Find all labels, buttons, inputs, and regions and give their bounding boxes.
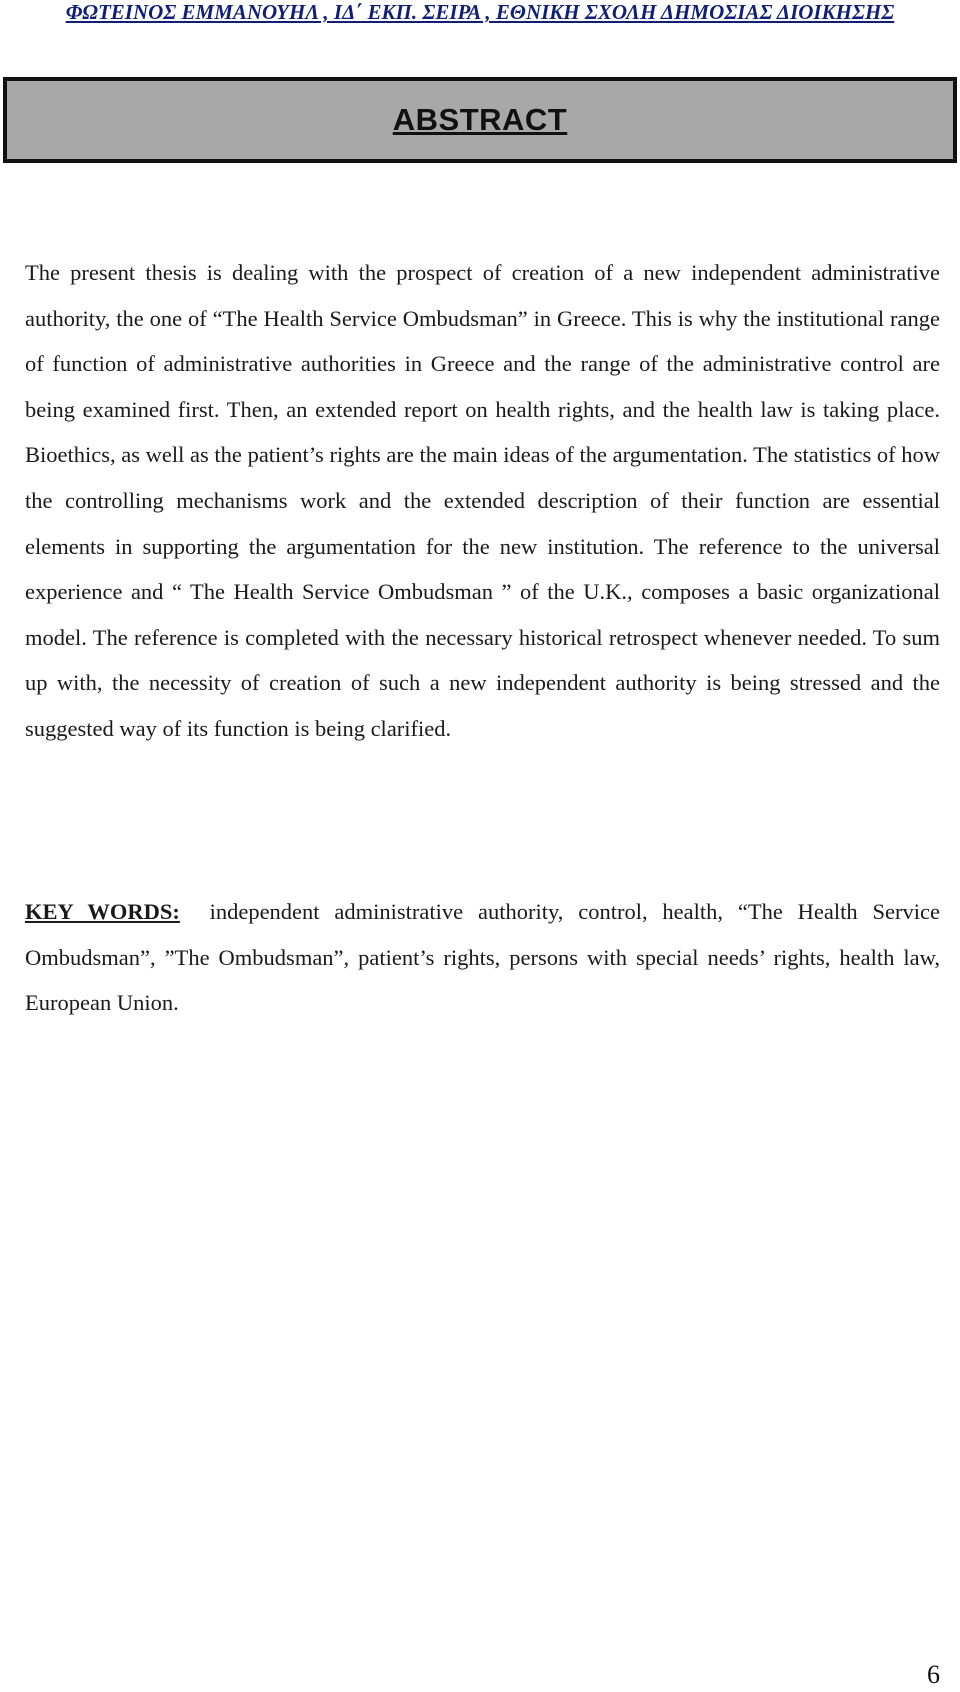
keywords-label: KEY WORDS: <box>25 899 180 924</box>
abstract-paragraph: The present thesis is dealing with the prospect of creation of a new independent administrative authority, the one of “The Health Service Ombudsman” in Greece. This is why the institutional range of function of administrative authorities in Greece and the range of the administrative control are being examined first. Then, an extended report on health rights, and the health law is taking place. Bioethics, as well as the patient’s rights are the main ideas of the argumentation. The statistics of how the controlling mechanisms work and the extended description of their function are essential elements in supporting the argumentation for the new institution. The reference to the universal experience and “ The Health Service Ombudsman ” of the U.K., composes a basic organizational model. The reference is completed with the necessary historical retrospect whenever needed. To sum up with, the necessity of creation of such a new independent authority is being stressed and the suggested way of its function is being clarified. <box>25 260 940 741</box>
keywords-text: independent administrative authority, control, health, “The Health Service Ombudsman”, ”The Ombudsman”, patient’s rights, persons with special needs’ rights, health law, European Union. <box>25 899 940 1016</box>
page-number: 6 <box>927 1660 940 1689</box>
running-header: ΦΩΤΕΙΝΟΣ ΕΜΜΑΝΟΥΗΛ , ΙΔ΄ ΕΚΠ. ΣΕΙΡΑ , ΕΘΝΙΚΗ ΣΧΟΛΗ ΔΗΜΟΣΙΑΣ ΔΙΟΙΚΗΣΗΣ <box>65 0 895 24</box>
section-title: ABSTRACT <box>392 102 568 137</box>
section-title-box <box>3 77 957 163</box>
keywords-paragraph <box>25 889 940 1026</box>
